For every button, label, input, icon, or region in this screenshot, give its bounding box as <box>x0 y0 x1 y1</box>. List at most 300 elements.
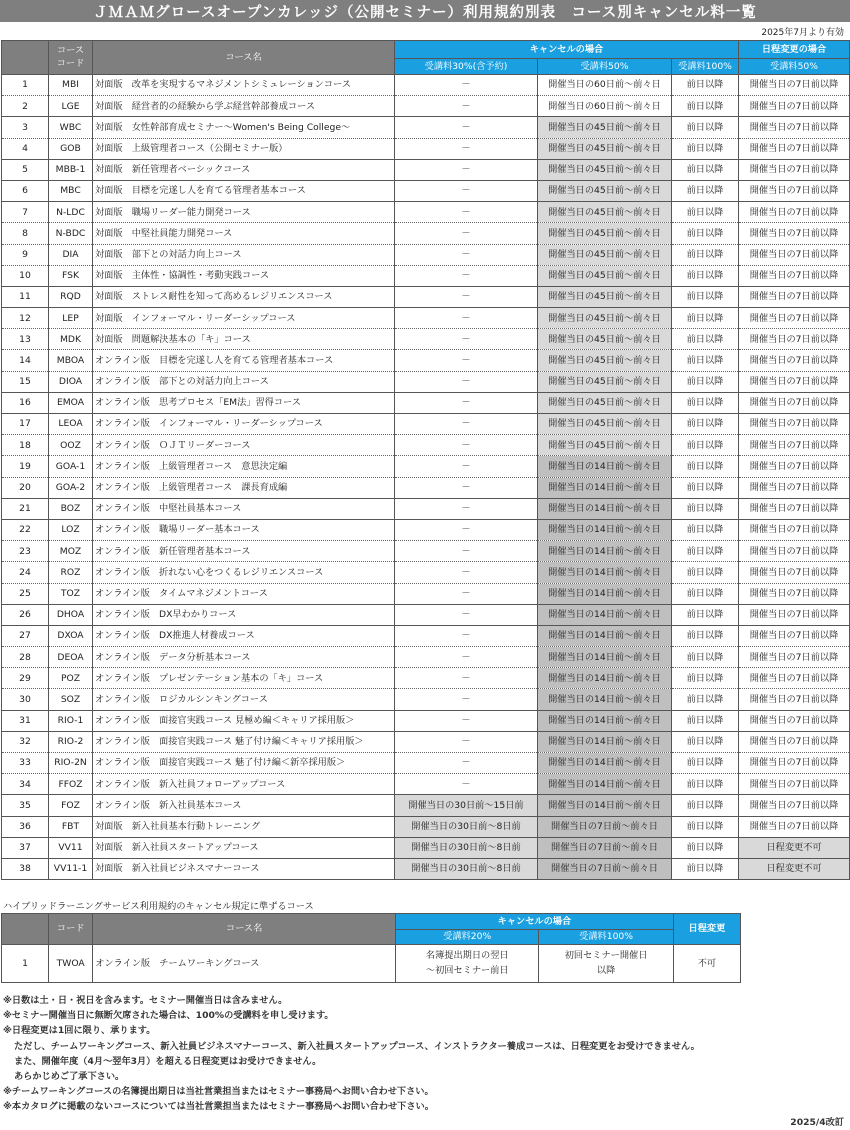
hybrid-fee100-line2: 以降 <box>596 964 616 976</box>
table-row <box>2 668 850 689</box>
row-fee50: 開催当日の14日前～前々日 <box>538 519 672 540</box>
row-course-name: オンライン版 タイムマネジメントコース <box>93 583 395 604</box>
row-reschedule: 日程変更不可 <box>739 837 850 858</box>
header-course-name: コース名 <box>93 41 395 75</box>
hybrid-fee20-line2: ～初回セミナー前日 <box>425 964 509 976</box>
row-fee100: 前日以降 <box>672 392 739 413</box>
row-fee100: 前日以降 <box>672 265 739 286</box>
row-code: MBI <box>49 75 93 96</box>
row-fee30: － <box>395 689 538 710</box>
row-fee100: 前日以降 <box>672 562 739 583</box>
row-fee50: 開催当日の14日前～前々日 <box>538 604 672 625</box>
row-code: LGE <box>49 96 93 117</box>
row-reschedule: 開催当日の7日前以降 <box>739 159 850 180</box>
row-reschedule: 開催当日の7日前以降 <box>739 795 850 816</box>
row-fee30: － <box>395 774 538 795</box>
row-code: N-BDC <box>49 223 93 244</box>
row-no: 24 <box>2 562 49 583</box>
row-reschedule: 開催当日の7日前以降 <box>739 202 850 223</box>
row-code: DHOA <box>49 604 93 625</box>
row-course-name: オンライン版 部下との対話力向上コース <box>93 371 395 392</box>
row-no: 25 <box>2 583 49 604</box>
row-fee30: － <box>395 286 538 307</box>
row-reschedule: 開催当日の7日前以降 <box>739 138 850 159</box>
row-fee50: 開催当日の45日前～前々日 <box>538 392 672 413</box>
row-course-name: オンライン版 DX推進人材養成コース <box>93 625 395 646</box>
row-code: GOB <box>49 138 93 159</box>
row-no: 29 <box>2 668 49 689</box>
row-fee30: － <box>395 159 538 180</box>
table-row <box>2 477 850 498</box>
row-fee50: 開催当日の14日前～前々日 <box>538 753 672 774</box>
row-fee50: 開催当日の14日前～前々日 <box>538 647 672 668</box>
row-fee50: 開催当日の14日前～前々日 <box>538 795 672 816</box>
row-no: 3 <box>2 117 49 138</box>
row-fee30: － <box>395 583 538 604</box>
row-fee30: － <box>395 392 538 413</box>
row-reschedule: 開催当日の7日前以降 <box>739 223 850 244</box>
row-course-name: オンライン版 面接官実践コース 見極め編＜キャリア採用版＞ <box>93 710 395 731</box>
hybrid-table-row <box>2 945 741 983</box>
hybrid-row-no: 1 <box>2 945 49 983</box>
row-fee30: － <box>395 498 538 519</box>
row-fee50: 開催当日の14日前～前々日 <box>538 541 672 562</box>
row-reschedule: 開催当日の7日前以降 <box>739 308 850 329</box>
row-code: MBB-1 <box>49 159 93 180</box>
row-no: 38 <box>2 858 49 879</box>
row-code: MBC <box>49 180 93 201</box>
row-course-name: 対面版 新入社員ビジネスマナーコース <box>93 858 395 879</box>
row-course-name: オンライン版 上級管理者コース 意思決定編 <box>93 456 395 477</box>
row-fee50: 開催当日の45日前～前々日 <box>538 117 672 138</box>
row-fee30: － <box>395 753 538 774</box>
row-fee30: － <box>395 223 538 244</box>
row-no: 22 <box>2 519 49 540</box>
row-course-name: オンライン版 職場リーダー基本コース <box>93 519 395 540</box>
row-fee100: 前日以降 <box>672 138 739 159</box>
row-no: 20 <box>2 477 49 498</box>
row-no: 36 <box>2 816 49 837</box>
row-fee100: 前日以降 <box>672 414 739 435</box>
row-fee100: 前日以降 <box>672 329 739 350</box>
notes-section <box>3 993 700 1115</box>
row-course-name: 対面版 改革を実現するマネジメントシミュレーションコース <box>93 75 395 96</box>
row-code: RIO-2N <box>49 753 93 774</box>
row-course-name: 対面版 ストレス耐性を知って高めるレジリエンスコース <box>93 286 395 307</box>
header-fee100: 受講料100% <box>672 59 739 75</box>
row-fee100: 前日以降 <box>672 308 739 329</box>
table-row <box>2 414 850 435</box>
row-fee30: － <box>395 329 538 350</box>
row-fee100: 前日以降 <box>672 689 739 710</box>
header-no <box>2 41 49 75</box>
row-fee50: 開催当日の14日前～前々日 <box>538 731 672 752</box>
row-course-name: オンライン版 面接官実践コース 魅了付け編＜キャリア採用版＞ <box>93 731 395 752</box>
table-row <box>2 223 850 244</box>
row-reschedule: 開催当日の7日前以降 <box>739 689 850 710</box>
table-row <box>2 392 850 413</box>
row-course-name: 対面版 問題解決基本の「キ」コース <box>93 329 395 350</box>
row-fee50: 開催当日の7日前～前々日 <box>538 858 672 879</box>
row-course-name: オンライン版 ロジカルシンキングコース <box>93 689 395 710</box>
row-course-name: 対面版 目標を完遂し人を育てる管理者基本コース <box>93 180 395 201</box>
row-fee100: 前日以降 <box>672 159 739 180</box>
row-fee30: － <box>395 350 538 371</box>
row-code: WBC <box>49 117 93 138</box>
table-row <box>2 202 850 223</box>
table-row <box>2 350 850 371</box>
row-code: DIA <box>49 244 93 265</box>
row-fee50: 開催当日の45日前～前々日 <box>538 265 672 286</box>
row-reschedule: 開催当日の7日前以降 <box>739 731 850 752</box>
row-fee100: 前日以降 <box>672 731 739 752</box>
table-row <box>2 837 850 858</box>
row-fee30: － <box>395 138 538 159</box>
row-fee30: － <box>395 117 538 138</box>
row-fee50: 開催当日の14日前～前々日 <box>538 456 672 477</box>
row-course-name: オンライン版 新入社員基本コース <box>93 795 395 816</box>
row-code: LOZ <box>49 519 93 540</box>
table-row <box>2 159 850 180</box>
hybrid-course-table <box>1 913 741 983</box>
row-fee100: 前日以降 <box>672 477 739 498</box>
row-no: 5 <box>2 159 49 180</box>
table-row <box>2 456 850 477</box>
table-row <box>2 795 850 816</box>
table-row <box>2 519 850 540</box>
row-no: 34 <box>2 774 49 795</box>
table-row <box>2 286 850 307</box>
row-code: DEOA <box>49 647 93 668</box>
row-no: 19 <box>2 456 49 477</box>
row-fee100: 前日以降 <box>672 625 739 646</box>
row-fee30: 開催当日の30日前～15日前 <box>395 795 538 816</box>
row-no: 26 <box>2 604 49 625</box>
hybrid-header-fee20: 受講料20% <box>396 930 539 945</box>
row-course-name: オンライン版 中堅社員基本コース <box>93 498 395 519</box>
row-fee100: 前日以降 <box>672 519 739 540</box>
row-no: 4 <box>2 138 49 159</box>
row-code: GOA-2 <box>49 477 93 498</box>
row-reschedule: 開催当日の7日前以降 <box>739 477 850 498</box>
row-fee100: 前日以降 <box>672 541 739 562</box>
note-line: ※セミナー開催当日に無断欠席された場合は、100%の受講料を申し受けます。 <box>3 1010 334 1022</box>
table-row <box>2 75 850 96</box>
row-course-name: 対面版 上級管理者コース（公開セミナー版） <box>93 138 395 159</box>
table-row <box>2 858 850 879</box>
row-fee100: 前日以降 <box>672 456 739 477</box>
row-course-name: オンライン版 目標を完遂し人を育てる管理者基本コース <box>93 350 395 371</box>
row-fee100: 前日以降 <box>672 710 739 731</box>
note-line: ※日数は土・日・祝日を含みます。セミナー開催当日は含みません。 <box>3 995 288 1006</box>
hybrid-fee20-line1: 名簿提出期日の翌日 <box>425 949 509 961</box>
row-reschedule: 開催当日の7日前以降 <box>739 583 850 604</box>
row-reschedule: 開催当日の7日前以降 <box>739 753 850 774</box>
row-reschedule: 開催当日の7日前以降 <box>739 498 850 519</box>
row-fee30: － <box>395 604 538 625</box>
row-fee100: 前日以降 <box>672 180 739 201</box>
row-fee50: 開催当日の14日前～前々日 <box>538 477 672 498</box>
row-fee30: － <box>395 414 538 435</box>
row-fee50: 開催当日の7日前～前々日 <box>538 816 672 837</box>
table-row <box>2 498 850 519</box>
note-line: ただし、チームワーキングコース、新入社員ビジネスマナーコース、新入社員スタートアップコース、インストラクター養成コースは、日程変更をお受けできません。 <box>14 1040 700 1052</box>
row-fee50: 開催当日の45日前～前々日 <box>538 371 672 392</box>
row-course-name: 対面版 職場リーダー能力開発コース <box>93 202 395 223</box>
row-course-name: オンライン版 ＯＪＴリーダーコース <box>93 435 395 456</box>
row-course-name: オンライン版 面接官実践コース 魅了付け編＜新卒採用版＞ <box>93 753 395 774</box>
row-fee30: － <box>395 519 538 540</box>
cancellation-fee-table <box>1 40 850 880</box>
row-course-name: 対面版 インフォーマル・リーダーシップコース <box>93 308 395 329</box>
row-course-name: オンライン版 新任管理者基本コース <box>93 541 395 562</box>
row-no: 30 <box>2 689 49 710</box>
row-code: VV11-1 <box>49 858 93 879</box>
header-cancel-group: キャンセルの場合 <box>395 41 739 59</box>
row-course-name: 対面版 新任管理者ベーシックコース <box>93 159 395 180</box>
row-fee100: 前日以降 <box>672 96 739 117</box>
row-fee30: － <box>395 75 538 96</box>
row-no: 12 <box>2 308 49 329</box>
row-fee50: 開催当日の60日前～前々日 <box>538 75 672 96</box>
row-fee100: 前日以降 <box>672 647 739 668</box>
row-code: RIO-2 <box>49 731 93 752</box>
row-fee30: － <box>395 731 538 752</box>
row-no: 32 <box>2 731 49 752</box>
table-row <box>2 541 850 562</box>
table-row <box>2 604 850 625</box>
header-reschedule-group: 日程変更の場合 <box>739 41 850 59</box>
table-row <box>2 816 850 837</box>
row-fee100: 前日以降 <box>672 435 739 456</box>
header-reschedule50: 受講料50% <box>739 59 850 75</box>
row-fee30: － <box>395 202 538 223</box>
note-line: ※日程変更は1回に限り、承ります。 <box>3 1025 156 1037</box>
hybrid-header-fee100: 受講料100% <box>539 930 673 945</box>
hybrid-section-title: ハイブリッドラーニングサービス利用規約のキャンセル規定に準ずるコース <box>3 901 314 912</box>
row-fee100: 前日以降 <box>672 795 739 816</box>
row-reschedule: 開催当日の7日前以降 <box>739 710 850 731</box>
row-no: 15 <box>2 371 49 392</box>
row-fee50: 開催当日の45日前～前々日 <box>538 159 672 180</box>
row-fee50: 開催当日の14日前～前々日 <box>538 562 672 583</box>
row-fee100: 前日以降 <box>672 837 739 858</box>
row-course-name: 対面版 新入社員スタートアップコース <box>93 837 395 858</box>
hybrid-header-name: コース名 <box>93 914 396 945</box>
row-code: MOZ <box>49 541 93 562</box>
row-reschedule: 開催当日の7日前以降 <box>739 816 850 837</box>
row-code: EMOA <box>49 392 93 413</box>
row-course-name: オンライン版 プレゼンテーション基本の「キ」コース <box>93 668 395 689</box>
table-row <box>2 562 850 583</box>
revision-note: 2025/4改訂 <box>790 1117 844 1128</box>
row-fee30: 開催当日の30日前～8日前 <box>395 858 538 879</box>
row-fee100: 前日以降 <box>672 858 739 879</box>
note-line: また、開催年度（4月～翌年3月）を超える日程変更はお受けできません。 <box>14 1055 322 1067</box>
row-no: 11 <box>2 286 49 307</box>
hybrid-row-name: オンライン版 チームワーキングコース <box>93 945 396 983</box>
row-code: GOA-1 <box>49 456 93 477</box>
row-reschedule: 開催当日の7日前以降 <box>739 414 850 435</box>
table-row <box>2 180 850 201</box>
row-fee100: 前日以降 <box>672 753 739 774</box>
row-course-name: 対面版 中堅社員能力開発コース <box>93 223 395 244</box>
row-fee50: 開催当日の14日前～前々日 <box>538 498 672 519</box>
row-no: 28 <box>2 647 49 668</box>
row-reschedule: 開催当日の7日前以降 <box>739 117 850 138</box>
row-course-name: オンライン版 データ分析基本コース <box>93 647 395 668</box>
row-no: 8 <box>2 223 49 244</box>
row-fee50: 開催当日の45日前～前々日 <box>538 244 672 265</box>
row-code: ROZ <box>49 562 93 583</box>
row-code: RQD <box>49 286 93 307</box>
row-code: OOZ <box>49 435 93 456</box>
row-fee100: 前日以降 <box>672 498 739 519</box>
row-fee30: － <box>395 541 538 562</box>
row-fee50: 開催当日の14日前～前々日 <box>538 689 672 710</box>
table-row <box>2 308 850 329</box>
row-code: RIO-1 <box>49 710 93 731</box>
row-reschedule: 日程変更不可 <box>739 858 850 879</box>
row-fee30: － <box>395 562 538 583</box>
note-line: ※本カタログに掲載のないコースについては当社営業担当またはセミナー事務局へお問い合わせ下さい。 <box>3 1101 434 1113</box>
row-fee100: 前日以降 <box>672 668 739 689</box>
row-fee50: 開催当日の45日前～前々日 <box>538 286 672 307</box>
row-course-name: 対面版 部下との対話力向上コース <box>93 244 395 265</box>
row-code: FBT <box>49 816 93 837</box>
row-code: LEP <box>49 308 93 329</box>
hybrid-header-reschedule: 日程変更 <box>673 914 740 945</box>
table-row <box>2 435 850 456</box>
table-row <box>2 265 850 286</box>
row-code: MDK <box>49 329 93 350</box>
row-code: MBOA <box>49 350 93 371</box>
table-row <box>2 138 850 159</box>
table-row <box>2 583 850 604</box>
row-reschedule: 開催当日の7日前以降 <box>739 329 850 350</box>
row-course-name: 対面版 経営者的の経験から学ぶ経営幹部養成コース <box>93 96 395 117</box>
row-no: 1 <box>2 75 49 96</box>
row-fee50: 開催当日の45日前～前々日 <box>538 350 672 371</box>
hybrid-row-fee100 <box>539 945 673 983</box>
row-code: FSK <box>49 265 93 286</box>
row-fee100: 前日以降 <box>672 223 739 244</box>
row-fee30: － <box>395 308 538 329</box>
row-reschedule: 開催当日の7日前以降 <box>739 244 850 265</box>
hybrid-row-fee20 <box>396 945 539 983</box>
hybrid-header-no <box>2 914 49 945</box>
row-code: FOZ <box>49 795 93 816</box>
row-fee30: － <box>395 477 538 498</box>
row-course-name: オンライン版 上級管理者コース 課長育成編 <box>93 477 395 498</box>
row-fee50: 開催当日の45日前～前々日 <box>538 435 672 456</box>
row-reschedule: 開催当日の7日前以降 <box>739 286 850 307</box>
row-fee50: 開催当日の14日前～前々日 <box>538 710 672 731</box>
row-fee30: 開催当日の30日前～8日前 <box>395 816 538 837</box>
row-fee100: 前日以降 <box>672 604 739 625</box>
row-course-name: 対面版 新入社員基本行動トレーニング <box>93 816 395 837</box>
row-fee100: 前日以降 <box>672 286 739 307</box>
row-no: 7 <box>2 202 49 223</box>
hybrid-row-code: TWOA <box>49 945 93 983</box>
row-fee30: － <box>395 244 538 265</box>
row-no: 27 <box>2 625 49 646</box>
row-course-name: 対面版 主体性・協調性・考動実践コース <box>93 265 395 286</box>
row-reschedule: 開催当日の7日前以降 <box>739 265 850 286</box>
row-fee50: 開催当日の60日前～前々日 <box>538 96 672 117</box>
row-fee50: 開催当日の14日前～前々日 <box>538 668 672 689</box>
row-fee100: 前日以降 <box>672 202 739 223</box>
row-course-name: オンライン版 インフォーマル・リーダーシップコース <box>93 414 395 435</box>
row-code: BOZ <box>49 498 93 519</box>
row-fee30: － <box>395 371 538 392</box>
hybrid-fee100-line1: 初回セミナー開催日 <box>564 949 648 961</box>
row-no: 14 <box>2 350 49 371</box>
row-fee100: 前日以降 <box>672 117 739 138</box>
row-reschedule: 開催当日の7日前以降 <box>739 350 850 371</box>
row-fee100: 前日以降 <box>672 774 739 795</box>
row-code: SOZ <box>49 689 93 710</box>
row-fee50: 開催当日の45日前～前々日 <box>538 138 672 159</box>
row-code: POZ <box>49 668 93 689</box>
hybrid-header-code: コード <box>49 914 93 945</box>
row-code: N-LDC <box>49 202 93 223</box>
row-no: 13 <box>2 329 49 350</box>
effective-date-note: 2025年7月より有効 <box>761 28 844 38</box>
row-reschedule: 開催当日の7日前以降 <box>739 774 850 795</box>
table-row <box>2 329 850 350</box>
row-fee50: 開催当日の14日前～前々日 <box>538 583 672 604</box>
row-reschedule: 開催当日の7日前以降 <box>739 96 850 117</box>
row-fee100: 前日以降 <box>672 816 739 837</box>
row-fee30: － <box>395 710 538 731</box>
row-no: 33 <box>2 753 49 774</box>
row-fee30: － <box>395 180 538 201</box>
row-reschedule: 開催当日の7日前以降 <box>739 647 850 668</box>
row-reschedule: 開催当日の7日前以降 <box>739 519 850 540</box>
row-reschedule: 開催当日の7日前以降 <box>739 371 850 392</box>
row-fee50: 開催当日の45日前～前々日 <box>538 202 672 223</box>
row-reschedule: 開催当日の7日前以降 <box>739 180 850 201</box>
row-fee50: 開催当日の45日前～前々日 <box>538 180 672 201</box>
table-row <box>2 731 850 752</box>
row-reschedule: 開催当日の7日前以降 <box>739 541 850 562</box>
row-reschedule: 開催当日の7日前以降 <box>739 392 850 413</box>
row-fee50: 開催当日の45日前～前々日 <box>538 414 672 435</box>
row-course-name: オンライン版 折れない心をつくるレジリエンスコース <box>93 562 395 583</box>
header-course-code: コース コード <box>49 41 93 75</box>
row-fee30: 開催当日の30日前～8日前 <box>395 837 538 858</box>
row-no: 23 <box>2 541 49 562</box>
row-no: 16 <box>2 392 49 413</box>
row-course-name: オンライン版 新入社員フォローアップコース <box>93 774 395 795</box>
row-no: 17 <box>2 414 49 435</box>
row-fee30: － <box>395 96 538 117</box>
table-row <box>2 710 850 731</box>
row-fee100: 前日以降 <box>672 244 739 265</box>
row-reschedule: 開催当日の7日前以降 <box>739 456 850 477</box>
row-course-name: オンライン版 DX早わかりコース <box>93 604 395 625</box>
row-reschedule: 開催当日の7日前以降 <box>739 604 850 625</box>
table-row <box>2 774 850 795</box>
row-code: DXOA <box>49 625 93 646</box>
note-line: ※チームワーキングコースの名簿提出期日は当社営業担当またはセミナー事務局へお問い合わせ下さい。 <box>3 1086 434 1098</box>
row-fee100: 前日以降 <box>672 583 739 604</box>
row-fee50: 開催当日の45日前～前々日 <box>538 308 672 329</box>
row-fee50: 開催当日の14日前～前々日 <box>538 625 672 646</box>
table-row <box>2 117 850 138</box>
row-code: TOZ <box>49 583 93 604</box>
